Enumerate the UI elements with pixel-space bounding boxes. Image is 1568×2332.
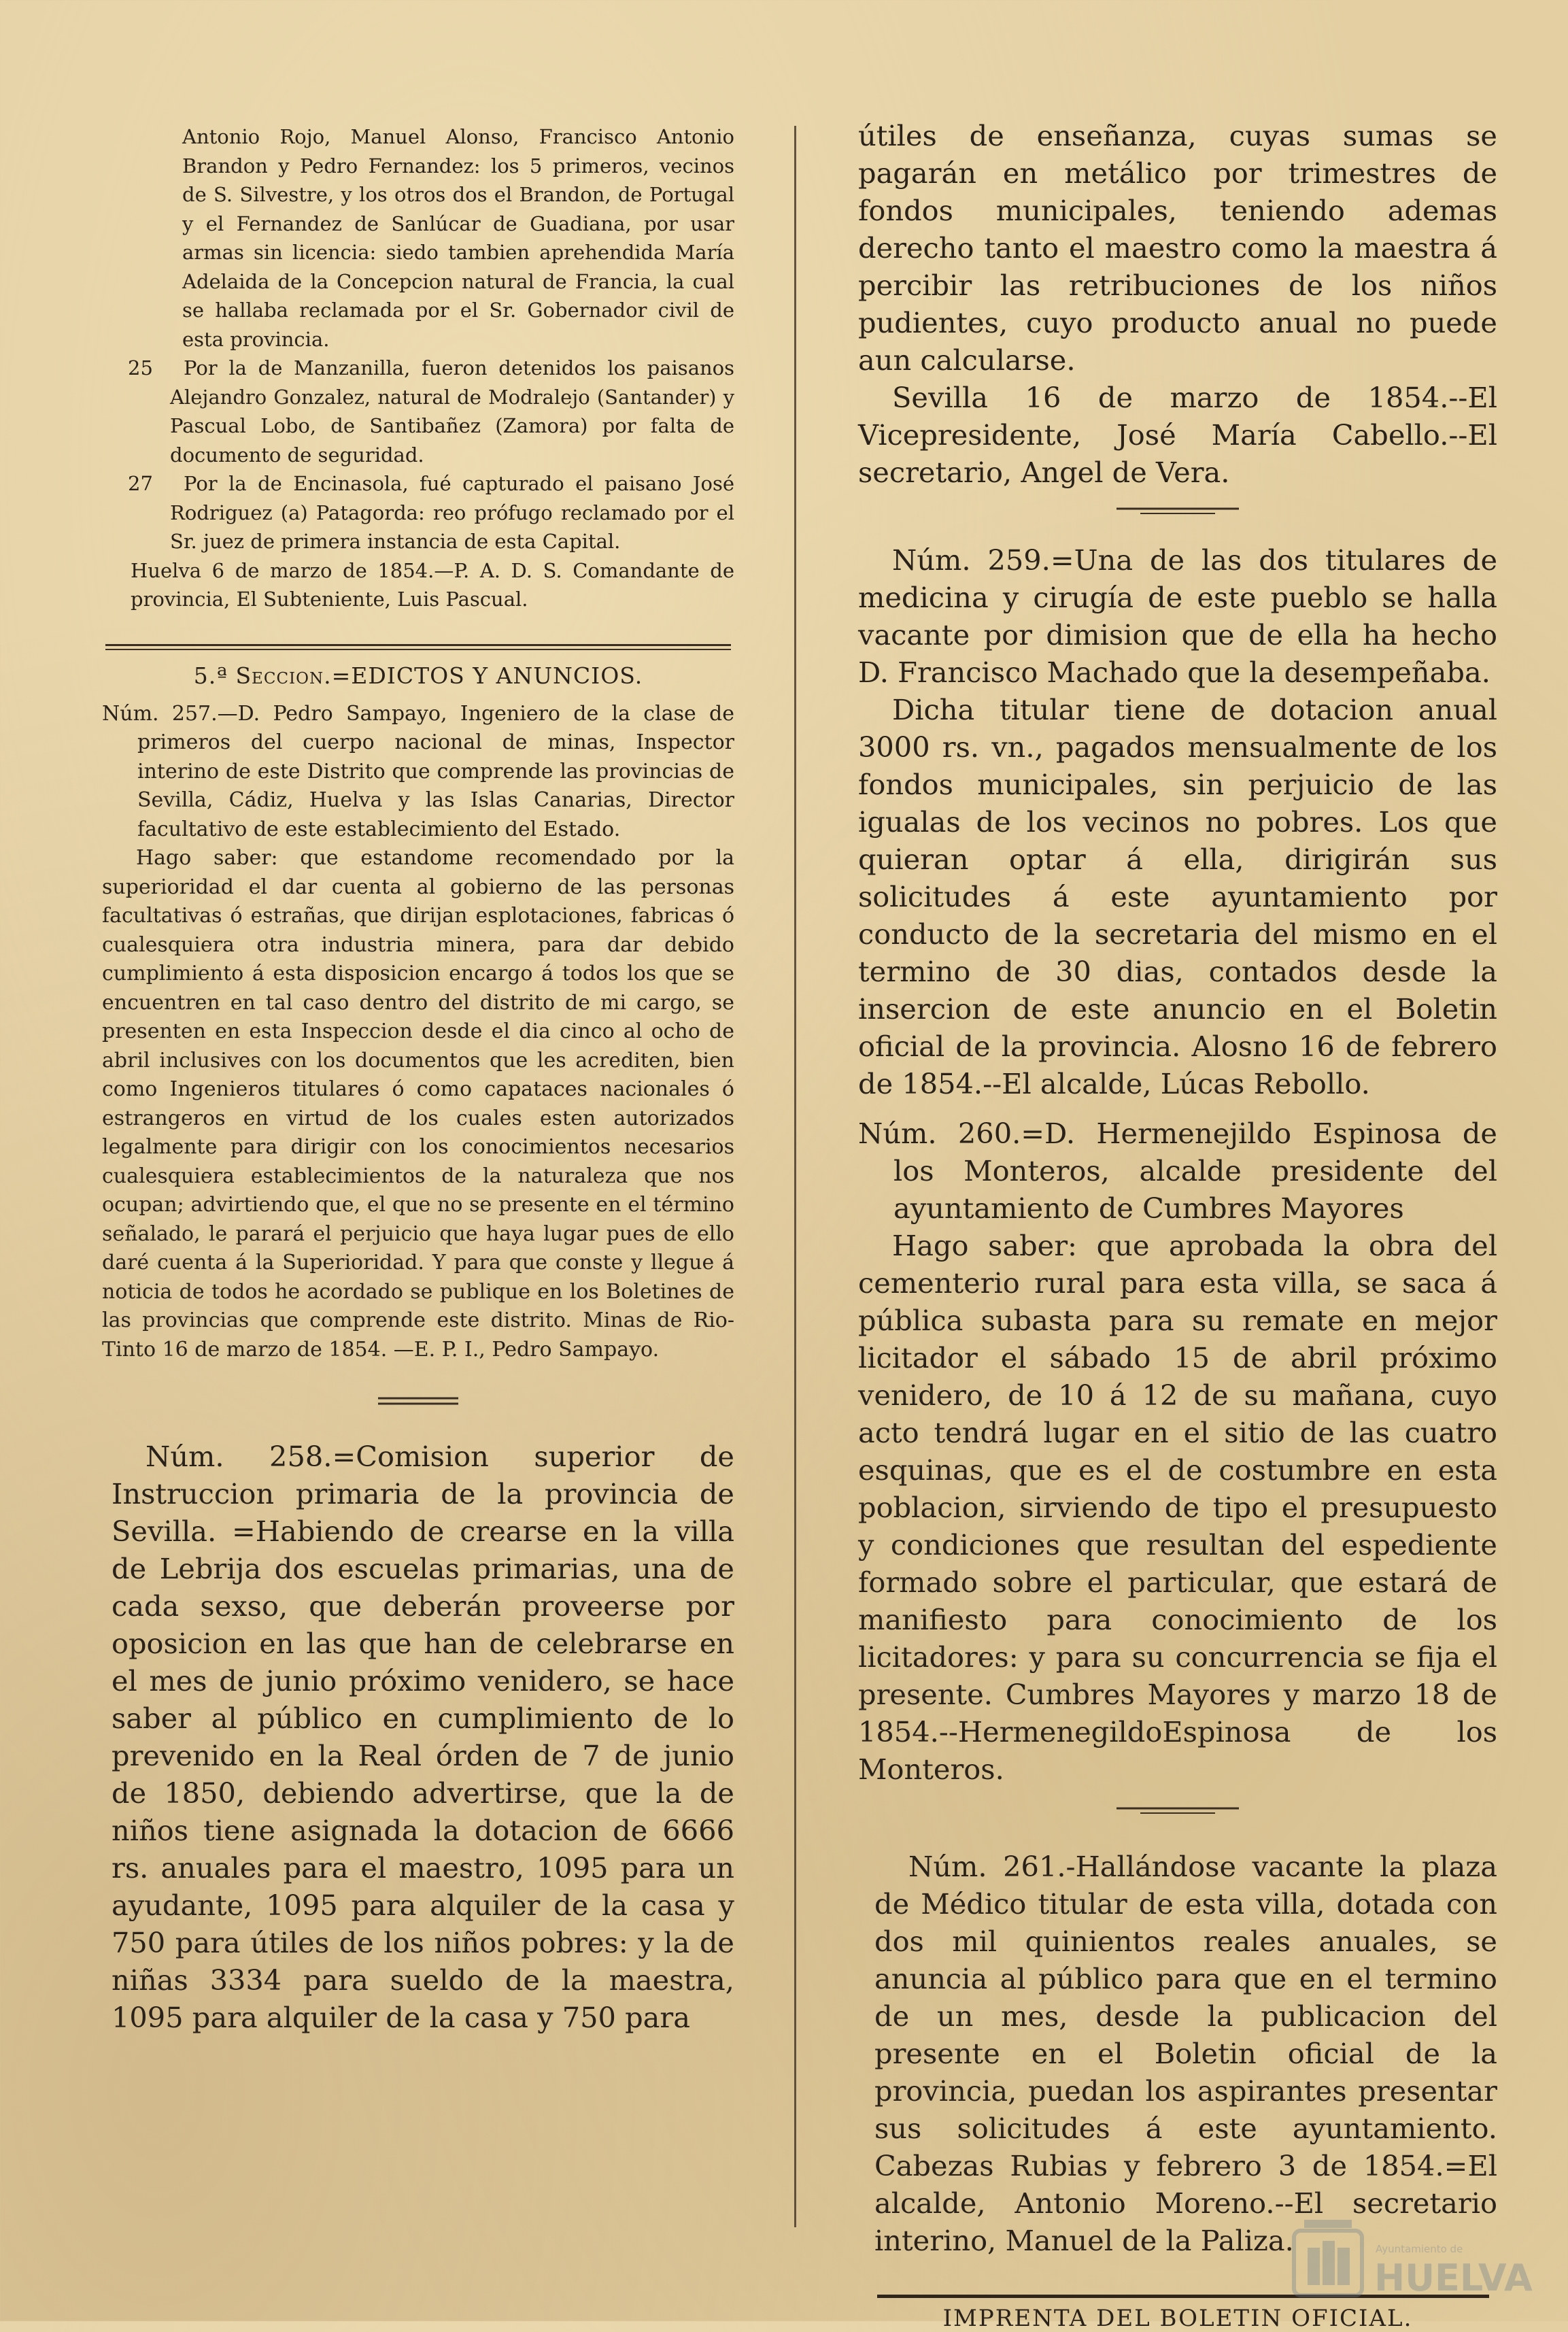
section-title: =EDICTOS Y ANUNCIOS. (331, 662, 643, 689)
notice-260-body: Hago saber: que aprobada la obra del cementerio rural para esta villa, se saca á pública subasta para su remate en mejor licitador el sábado 15 de abril próximo venidero, de 10 á 12 de su mañana, cuyo acto tendrá lugar en el sitio de las cuatro esquinas, que es el de costumbre en esta poblacion, sirviendo de tipo el presupuesto y condiciones que resultan del espediente formado sobre el particular, que estará de manifiesto para conocimiento de los licitadores: y para su concurrencia se fija el presente. Cumbres Mayores y marzo 18 de 1854.--HermenegildoEspinosa de los Monteros. (858, 1229, 1497, 1786)
section-number: 5.ª Seccion. (193, 662, 332, 689)
notice-258-body: Núm. 258.=Comision superior de Instruccion primaria de la provincia de Sevilla. =Habiendo de crearse en la villa de Lebrija dos escuelas primarias, una de cada sexso, que deberán proveerse por oposicion en las que han de celebrarse en el mes de junio próximo venidero, se hace saber al público en cumplimiento de lo prevenido en la Real órden de 7 de junio de 1850, debiendo advertirse, que la de niños tiene asignada la dotacion de 6666 rs. anuales para el maestro, 1095 para un ayudante, 1095 para alquiler de la casa y 750 para útiles de los niños pobres: y la de niñas 3334 para sueldo de la maestra, 1095 para alquiler de la casa y 750 para (112, 1440, 734, 2034)
report-signature: Huelva 6 de marzo de 1854.—P. A. D. S. Comandante de provincia, El Subteniente, Luis Pascual. (131, 558, 734, 611)
column-divider (794, 126, 796, 2227)
ornament-divider (374, 1387, 462, 1415)
notice-257-header: Núm. 257.—D. Pedro Sampayo, Ingeniero de la clase de primeros del cuerpo nacional de minas, Inspector interino de este Distrito que comprende las provincias de Sevilla, Cádiz, Huelva y las Islas Canarias, Director facultativo de este establecimiento del Estado. (102, 701, 734, 841)
notice-258-signature: Sevilla 16 de marzo de 1854.--El Vicepresidente, José María Cabello.--El secretario, Angel de Vera. (858, 381, 1497, 489)
section-heading (102, 662, 734, 689)
notice-260-header: Núm. 260.=D. Hermenejildo Espinosa de los Monteros, alcalde presidente del ayuntamiento de Cumbres Mayores (858, 1117, 1497, 1225)
archive-watermark (1287, 2210, 1546, 2305)
report-entry (102, 354, 734, 469)
report-entry (102, 469, 734, 556)
report-entry-text: Por la de Manzanilla, fueron detenidos los paisanos Alejandro Gonzalez, natural de Modralejo (Santander) y Pascual Lobo, de Santibañez (Zamora) por falta de documento de seguridad. (170, 356, 734, 467)
ornament-divider (1113, 501, 1242, 521)
notice-261-body: Núm. 261.-Hallándose vacante la plaza de Médico titular de esta villa, dotada con dos mil quinientos reales anuales, se anuncia al público para que en el termino de un mes, desde la publicacion del presente en el Boletin oficial de la provincia, puedan los aspirantes presentar sus solicitudes á este ayuntamiento. Cabezas Rubias y febrero 3 de 1854.=El alcalde, Antonio Moreno.--El secretario interino, Manuel de la Paliza. (874, 1850, 1497, 2257)
ornament-divider (1113, 1800, 1242, 1821)
notice-259-header: Núm. 259.=Una de las dos titulares de medicina y cirugía de este pueblo se halla vacante por dimision que de ella ha hecho D. Francisco Machado que la desempeñaba. (858, 543, 1497, 689)
castle-crest-icon (1294, 2220, 1362, 2295)
watermark-subtitle: Ayuntamiento de (1376, 2243, 1463, 2255)
report-continuation: Antonio Rojo, Manuel Alonso, Francisco Antonio Brandon y Pedro Fernandez: los 5 primeros, vecinos de S. Silvestre, y los otros dos el Brandon, de Portugal y el Fernandez de Sanlúcar de Guadiana, por usar armas sin licencia: siedo tambien aprehendida María Adelaida de la Concepcion natural de Francia, la cual se hallaba reclamada por el Sr. Gobernador civil de esta provincia. (182, 125, 734, 351)
printer-footer: IMPRENTA DEL BOLETIN OFICIAL. (942, 2305, 1413, 2332)
report-entry-day: 27 (128, 472, 153, 495)
notice-259-body: Dicha titular tiene de dotacion anual 3000 rs. vn., pagados mensualmente de los fondos municipales, sin perjuicio de las igualas de los vecinos no pobres. Los que quieran optar á ella, dirigirán sus solicitudes á este ayuntamiento por conducto de la secretaria del mismo en el termino de 30 dias, contados desde la insercion de este anuncio en el Boletin oficial de la provincia. Alosno 16 de febrero de 1854.--El alcalde, Lúcas Rebollo. (858, 693, 1497, 1100)
watermark-brand: HUELVA (1374, 2257, 1533, 2299)
notice-257-body: Hago saber: que estandome recomendado por la superioridad el dar cuenta al gobierno de las personas facultativas ó estrañas, que dirijan esplotaciones, fabricas ó cualesquiera otra industria minera, para dar debido cumplimiento á esta disposicion encargo á todos los que se encuentren en tal caso dentro del distrito de mi cargo, se presenten en esta Inspeccion desde el dia cinco al ocho de abril inclusives con los documentos que les acrediten, bien como Ingenieros titulares ó como capataces nacionales ó estrangeros en virtud de los cuales esten autorizados legalmente para dirigir con los conocimientos necesarios cualesquiera establecimientos de la naturaleza que nos ocupan; advirtiendo que, el que no se presente en el término señalado, le parará el perjuicio que haya lugar pues de ello daré cuenta á la Superioridad. Y para que conste y llegue á noticia de todos he acordado se publique en los Boletines de las provincias que comprende este distrito. Minas de Rio-Tinto 16 de marzo de 1854. —E. P. I., Pedro Sampayo. (102, 846, 734, 1362)
left-column (102, 122, 734, 2036)
report-entry-day: 25 (128, 356, 153, 379)
right-column (858, 117, 1497, 2332)
section-rule (105, 644, 731, 650)
notice-258-continuation: útiles de enseñanza, cuyas sumas se pagarán en metálico por trimestres de fondos municipales, teniendo ademas derecho tanto el maestro como la maestra á percibir las retribuciones de los niños pudientes, cuyo producto anual no puede aun calcularse. (858, 119, 1497, 377)
report-entry-text: Por la de Encinasola, fué capturado el paisano José Rodriguez (a) Patagorda: reo prófugo reclamado por el Sr. juez de primera instancia de esta Capital. (170, 472, 734, 553)
